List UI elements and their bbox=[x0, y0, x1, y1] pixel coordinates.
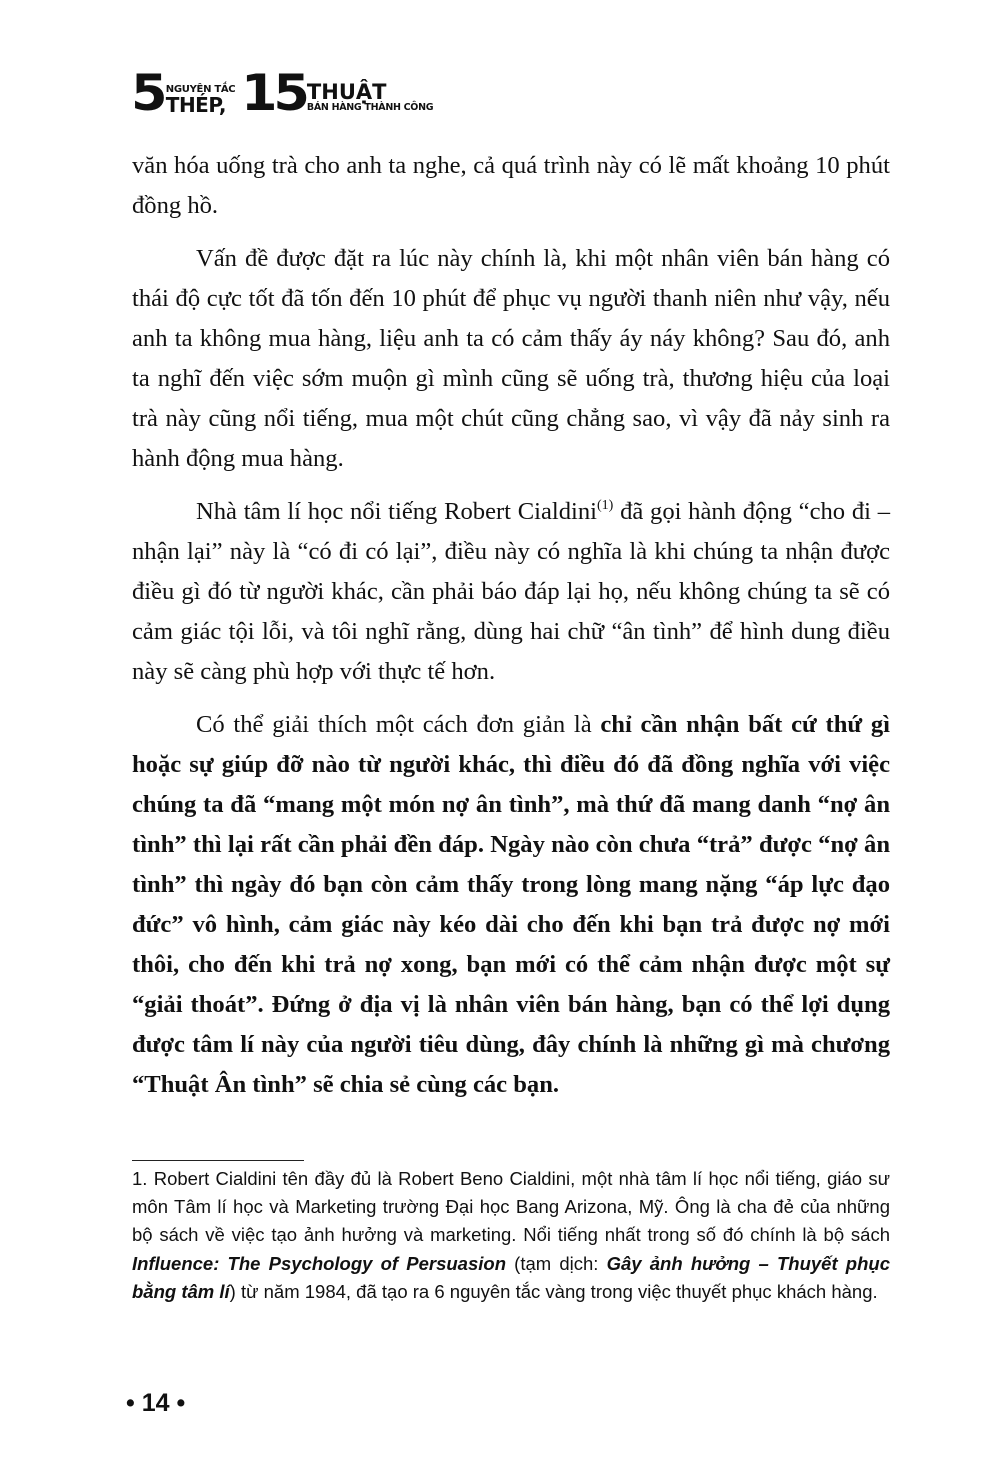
title-number-5: 5 bbox=[131, 64, 164, 122]
footnote-text-1: 1. Robert Cialdini tên đầy đủ là Robert Beno Cialdini, một nhà tâm lí học nổi tiếng, giáo sư môn Tâm lí học và Marketing trường Đại học Bang Arizona, Mỹ. Ông là cha đẻ của những bộ sách về việc tạo ảnh hưởng và marketing. Nổi tiếng nhất trong số đó chính là bộ sách bbox=[132, 1168, 890, 1246]
paragraph-1: văn hóa uống trà cho anh ta nghe, cả quá trình này có lẽ mất khoảng 10 phút đồng hồ. bbox=[132, 152, 890, 219]
paragraph-2: Vấn đề được đặt ra lúc này chính là, khi một nhân viên bán hàng có thái độ cực tốt đã tốn đến 10 phút để phục vụ người thanh niên như vậy, nếu anh ta không mua hàng, liệu anh ta có cảm thấy áy náy không? Sau đó, anh ta nghĩ đến việc sớm muộn gì mình cũng sẽ uống trà, thương hiệu của loại trà này cũng nổi tiếng, mua một chút cũng chẳng sao, vì vậy đã nảy sinh ra hành động mua hàng. bbox=[132, 245, 890, 472]
paragraph-3-start: Nhà tâm lí học nổi tiếng Robert Cialdini bbox=[196, 498, 597, 525]
title-number-15: 15 bbox=[241, 64, 307, 122]
paragraph-4-bold: chỉ cần nhận bất cứ thứ gì hoặc sự giúp đỡ nào từ người khác, thì điều đó đã đồng nghĩa với việc chúng ta đã “mang một món nợ ân tình”, mà thứ đã mang danh “nợ ân tình” thì lại rất cần phải đền đáp. Ngày nào còn chưa “trả” được “nợ ân tình” thì ngày đó bạn còn cảm thấy trong lòng mang nặng “áp lực đạo đức” vô hình, cảm giác này kéo dài cho đến khi bạn trả được nợ mới thôi, cho đến khi trả nợ xong, bạn mới có thể cảm nhận được một sự “giải thoát”. Đứng ở địa vị là nhân viên bán hàng, bạn có thể lợi dụng được tâm lí này của người tiêu dùng, đây chính là những gì mà chương “Thuật Ân tình” sẽ chia sẻ cùng các bạn. bbox=[132, 711, 890, 1098]
title-left-words bbox=[165, 84, 236, 117]
footnote-text-3: ) từ năm 1984, đã tạo ra 6 nguyên tắc vàng trong việc thuyết phục khách hàng. bbox=[229, 1280, 878, 1302]
paragraph-4-start: Có thể giải thích một cách đơn giản là bbox=[196, 711, 601, 738]
title-thuat: THUẬT bbox=[306, 80, 387, 104]
footnote-book-title-en: Influence: The Psychology of Persuasion bbox=[132, 1252, 506, 1274]
paragraph-4 bbox=[132, 705, 890, 1105]
title-thep: THÉP, bbox=[165, 93, 226, 117]
body-text bbox=[132, 146, 890, 1118]
footnote-book-title-vi: Gây ảnh hưởng – Thuyết phục bằng tâm lí bbox=[132, 1252, 890, 1302]
paragraph-3-rest: đã gọi hành động “cho đi – nhận lại” này là “có đi có lại”, điều này có nghĩa là khi chúng ta nhận được điều gì đó từ người khác, cần phải báo đáp lại họ, nếu không chúng ta sẽ có cảm giác tội lỗi, và tôi nghĩ rằng, dùng hai chữ “ân tình” để hình dung điều này sẽ càng phù hợp với thực tế hơn. bbox=[132, 498, 890, 685]
page-number: • 14 • bbox=[126, 1389, 186, 1417]
book-title-logo bbox=[131, 64, 439, 122]
footnote-divider bbox=[132, 1160, 304, 1161]
title-right-words bbox=[307, 82, 433, 114]
title-ban-hang: BÁN HÀNG THÀNH CÔNG bbox=[306, 102, 434, 113]
footnote bbox=[132, 1165, 890, 1306]
footnote-text-2: (tạm dịch: bbox=[506, 1252, 607, 1274]
title-nguyen-tac: NGUYÊN TẮC bbox=[165, 84, 236, 95]
footnote-marker: (1) bbox=[597, 498, 614, 513]
paragraph-3 bbox=[132, 492, 890, 692]
